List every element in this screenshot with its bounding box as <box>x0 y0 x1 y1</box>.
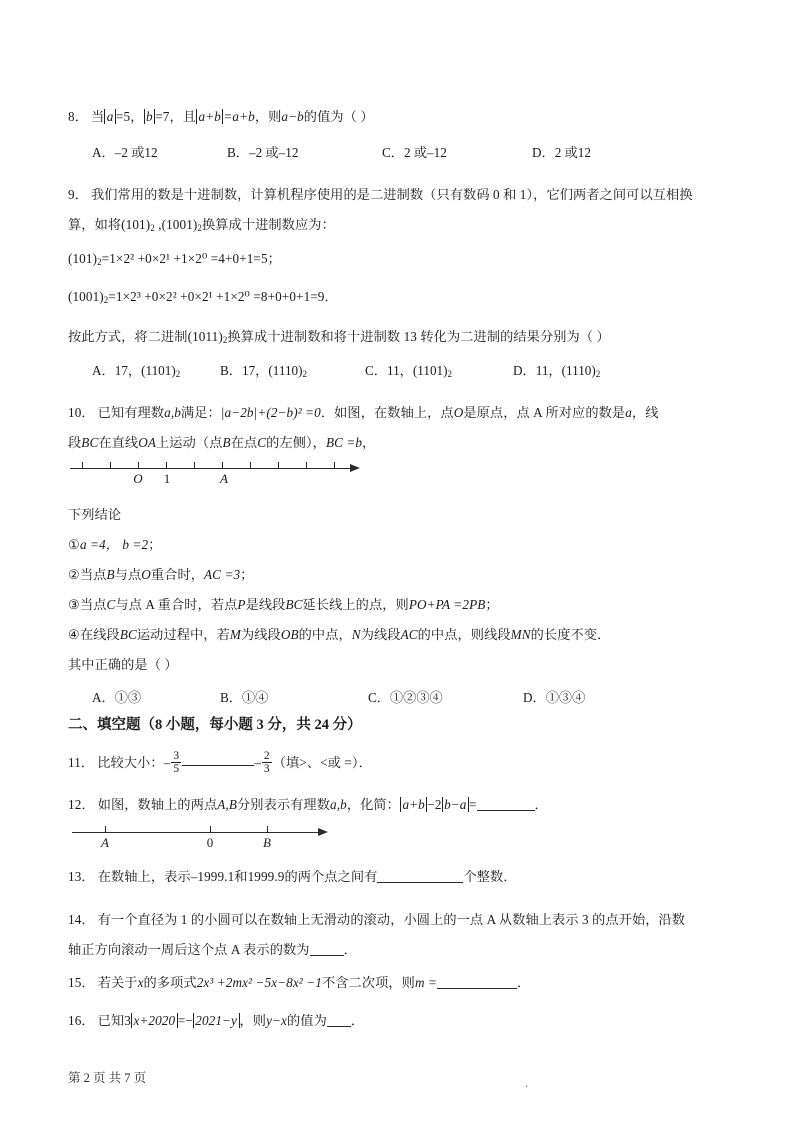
question-9-options <box>92 360 600 379</box>
q10-option-d-label: D． <box>523 690 546 705</box>
q10-c3-bc: BC <box>285 597 303 612</box>
q11-frac1-denominator: 5 <box>173 763 180 776</box>
question-13 <box>68 862 517 892</box>
q12-expr-mid: −2 <box>427 797 442 812</box>
q10-c3-mid3: 延长线上的点，则 <box>302 597 409 612</box>
q10-l1-end: ，线 <box>631 405 659 420</box>
q12-axis-label-0: 0 <box>206 835 214 850</box>
q9-line3-pre: 按此方式，将二进制 <box>68 329 188 344</box>
q10-option-b-label: B． <box>220 690 242 705</box>
q10-axis-label-A: A <box>220 471 228 486</box>
q10-bc-equals-b: BC =b <box>325 435 363 450</box>
q10-tick <box>306 462 307 468</box>
question-10-number: 10． <box>68 405 95 420</box>
q9-eq2-lhs: (1001) <box>68 289 104 304</box>
q9-n1-sub: 2 <box>150 223 155 234</box>
question-10-conclusion-4 <box>68 620 610 650</box>
q10-c3-pre: 当点 <box>79 597 107 612</box>
q9-option-d[interactable] <box>513 360 600 379</box>
question-10-stem-line-1 <box>68 398 658 428</box>
q9-option-b-dec: 17， <box>241 363 269 378</box>
q10-tick <box>194 462 195 468</box>
q9-eq1-body: =1×2² +0×2¹ +1×2⁰ =4+0+1=5 <box>101 251 268 266</box>
question-8-options <box>92 142 591 161</box>
q9-option-c-label: C． <box>365 363 387 378</box>
question-16-number: 16． <box>68 1013 95 1028</box>
page-footer: 第 2 页 共 7 页 <box>68 1071 147 1085</box>
q11-post: （填>、<或 =）． <box>272 755 372 770</box>
q11-minus-2: – <box>254 755 261 770</box>
q10-option-b-value: ①④ <box>241 690 269 705</box>
q10-option-a[interactable] <box>92 687 220 706</box>
q15-answer-blank[interactable] <box>437 988 517 989</box>
q9-option-c[interactable] <box>365 360 513 379</box>
q16-abs-x-plus-2020: x+2020 <box>131 1013 178 1028</box>
q13-answer-blank[interactable] <box>377 882 463 883</box>
q15-tail: ． <box>517 975 531 990</box>
q10-c4-mn: MN <box>510 627 531 642</box>
q8-comma-2: ，且 <box>169 109 197 124</box>
q12-mid-2: ，化简： <box>346 797 400 812</box>
q8-eq5: =5 <box>115 109 131 124</box>
q9-option-b[interactable] <box>220 360 365 379</box>
question-9-equation-2 <box>68 282 338 312</box>
q12-axis-label-A: A <box>101 835 109 850</box>
q15-m-equals: m = <box>414 975 437 990</box>
q16-abs-2021-minus-y: 2021−y <box>193 1013 240 1028</box>
question-9-stem-line-1 <box>68 180 693 210</box>
q11-fraction-2 <box>262 750 272 776</box>
q8-comma-3: ，则 <box>254 109 282 124</box>
q10-l2-mid: 在直线 <box>98 435 139 450</box>
q10-tick <box>334 462 335 468</box>
question-16 <box>68 1006 364 1036</box>
q10-c2-pre: 当点 <box>79 567 107 582</box>
q10-tick <box>110 462 111 468</box>
q13-mid: 的两个点之间有 <box>284 869 378 884</box>
q8-tail: 的值为（ ） <box>303 109 374 124</box>
question-15 <box>68 968 530 998</box>
q11-frac1-numerator: 3 <box>173 750 180 763</box>
question-12-stem <box>68 790 548 820</box>
q8-option-d-label: D． <box>532 145 555 160</box>
q10-tick <box>138 462 139 468</box>
q10-c4-ac: AC <box>400 627 418 642</box>
q16-mid: ，则 <box>239 1013 267 1028</box>
q12-mid: 分别表示有理数 <box>237 797 331 812</box>
q10-c4-mid4: 为线段 <box>360 627 401 642</box>
q16-y-minus-x: y−x <box>266 1013 287 1028</box>
q10-l2-mid4: 的左侧）， <box>266 435 326 450</box>
q12-abs-b-minus-a: b−a <box>442 797 469 812</box>
q10-axis-line <box>70 468 352 469</box>
q10-l1-pre: 已知有理数 <box>97 405 165 420</box>
q10-axis-label-1: 1 <box>163 471 171 486</box>
q10-c2-mid2: 重合时， <box>150 567 205 582</box>
question-9-stem-line-2 <box>68 210 335 240</box>
q9-option-a-dec: 17， <box>114 363 142 378</box>
q11-fraction-1 <box>171 750 181 776</box>
question-10-options <box>92 687 585 706</box>
q12-values-ab: a,b <box>330 797 347 812</box>
question-10-conclusion-1 <box>68 530 162 560</box>
q8-eq-ab: =a+b <box>223 109 255 124</box>
q12-axis-label-B: B <box>263 835 271 850</box>
q10-l2-pre: 段 <box>68 435 82 450</box>
q16-answer-blank[interactable] <box>327 1026 351 1027</box>
q9-sep: , <box>154 217 162 232</box>
question-11-number: 11． <box>68 755 95 770</box>
q10-option-d[interactable] <box>523 687 585 706</box>
question-8-stem <box>68 102 374 132</box>
q9-eq2-tail: ． <box>324 289 338 304</box>
q10-c2-tail: ； <box>240 567 254 582</box>
q10-c4-mid3: 的中点， <box>298 627 352 642</box>
q11-frac2-numerator: 2 <box>263 750 270 763</box>
q8-option-b-label: B． <box>227 145 249 160</box>
q10-c3-mid2: 是线段 <box>245 597 286 612</box>
q12-answer-blank[interactable] <box>477 810 535 811</box>
q14-line2-tail: ． <box>343 942 357 957</box>
question-10-stem-line-2 <box>68 428 375 458</box>
q9-n2: (1001) <box>161 217 198 232</box>
q11-answer-blank[interactable] <box>182 765 254 766</box>
q15-variable-x: x <box>137 975 144 990</box>
q10-c2-b: B <box>106 567 115 582</box>
q12-end: ． <box>534 797 548 812</box>
q16-equals-neg: =− <box>177 1013 193 1028</box>
q10-l1-expr: |a−2b|+(2−b)² =0 <box>220 405 321 420</box>
q10-tick <box>250 462 251 468</box>
q16-mid-2: 的值为 <box>287 1013 327 1028</box>
q10-c2-mid: 与点 <box>114 567 142 582</box>
q11-minus-1: – <box>163 755 171 770</box>
q10-c3-p: P <box>237 597 246 612</box>
q10-option-a-label: A． <box>92 690 115 705</box>
q9-eq2-lhs-sub: 2 <box>103 295 109 306</box>
q10-point-b: B <box>222 435 231 450</box>
q15-mid: 的多项式 <box>143 975 197 990</box>
q12-tick-a <box>105 826 106 832</box>
q9-n1: (101) <box>121 217 151 232</box>
circled-2-icon: ② <box>68 567 80 582</box>
q10-c1-expr: a =4， b =2 <box>79 537 149 552</box>
question-14-line-2 <box>68 935 357 965</box>
q10-axis-arrowhead <box>350 464 360 472</box>
q8-option-d[interactable] <box>532 142 591 161</box>
q9-option-a-sub: 2 <box>175 369 181 380</box>
q9-line3-n-sub: 2 <box>222 335 228 346</box>
q10-ab: a,b <box>164 405 181 420</box>
q10-option-c-value: ①②③④ <box>389 690 443 705</box>
q8-comma-1: ， <box>130 109 144 124</box>
question-12-number: 12． <box>68 797 95 812</box>
q8-abs-b: b <box>144 109 156 124</box>
q10-c4-mid2: 为线段 <box>240 627 281 642</box>
q10-c4-bc: BC <box>119 627 137 642</box>
q10-c3-expr: PO+PA =2PB <box>408 597 486 612</box>
q13-pre: 在数轴上，表示 <box>97 869 191 884</box>
q10-option-d-value: ①③④ <box>545 690 586 705</box>
circled-4-icon: ④ <box>68 627 80 642</box>
q15-pre: 若关于 <box>97 975 138 990</box>
q10-c4-m: M <box>229 627 241 642</box>
question-11 <box>68 748 372 778</box>
q8-option-a-label: A． <box>92 145 115 160</box>
q15-polynomial: 2x³ +2mx² −5x−8x² −1 <box>196 975 322 990</box>
q9-n2-sub: 2 <box>197 223 202 234</box>
question-9-equation-1 <box>68 244 281 274</box>
q9-line2-post: 换算成十进制数应为： <box>201 217 335 232</box>
q11-pre: 比较大小： <box>97 755 164 770</box>
q12-axis-line <box>72 832 320 833</box>
question-9-stem-line-3 <box>68 322 610 352</box>
q11-frac2-denominator: 3 <box>263 763 270 776</box>
q10-c1-tail: ； <box>148 537 162 552</box>
q10-c3-c: C <box>106 597 116 612</box>
q8-option-a[interactable] <box>92 142 227 161</box>
q10-c4-ob: OB <box>280 627 299 642</box>
q9-option-b-sub: 2 <box>302 369 308 380</box>
question-9-number: 9． <box>68 187 88 202</box>
q12-abs-a-plus-b: a+b <box>400 797 427 812</box>
q8-text-1: 当 <box>90 109 105 124</box>
question-15-number: 15． <box>68 975 95 990</box>
q8-option-c[interactable] <box>382 142 532 161</box>
q10-option-a-value: ①③ <box>114 690 142 705</box>
q10-l2-mid2: 上运动（点 <box>156 435 223 450</box>
q10-c4-end: 的长度不变． <box>530 627 611 642</box>
q14-line-1: 有一个直径为 1 的小圆可以在数轴上无滑动的滚动，小圆上的一点 A 从数轴上表示 3 的点开始，沿数 <box>97 912 686 927</box>
q9-option-a-label: A． <box>92 363 115 378</box>
q10-option-c[interactable] <box>368 687 523 706</box>
q10-l2-mid3: 在点 <box>230 435 258 450</box>
question-14-number: 14． <box>68 912 95 927</box>
q9-line3-n: (1011) <box>187 329 223 344</box>
q10-c2-o: O <box>141 567 151 582</box>
question-10-conclusion-2 <box>68 560 253 590</box>
q9-option-d-sub: 2 <box>595 369 601 380</box>
q8-option-c-value: 2 或–12 <box>403 145 447 160</box>
q8-option-a-value: –2 或12 <box>114 145 158 160</box>
q10-c2-ac: AC =3 <box>204 567 241 582</box>
q13-tail: 个整数． <box>463 869 517 884</box>
q10-option-c-label: C． <box>368 690 390 705</box>
footer-dot: . <box>525 1076 528 1090</box>
question-10-conclusion-3 <box>68 590 499 620</box>
section-2-heading: 二、填空题（8 小题，每小题 3 分，共 24 分） <box>68 717 362 733</box>
q8-option-b[interactable] <box>227 142 382 161</box>
q10-seg-bc: BC <box>81 435 99 450</box>
q9-line-1: 我们常用的数是十进制数，计算机程序使用的是二进制数（只有数码 0 和 1），它们两者之间可以互相换 <box>90 187 693 202</box>
q12-tick-zero <box>210 826 211 832</box>
q10-c3-mid: 与点 A 重合时，若点 <box>115 597 238 612</box>
q10-line-oa: OA <box>138 435 157 450</box>
q9-option-c-sub: 2 <box>447 369 453 380</box>
question-8-number: 8． <box>68 109 88 124</box>
q13-value-2: 1999.9 <box>247 869 285 884</box>
q10-tick <box>278 462 279 468</box>
q10-l1-post2: 是原点，点 A 所对应的数是 <box>463 405 626 420</box>
q9-option-a[interactable] <box>92 360 220 379</box>
question-13-number: 13． <box>68 869 95 884</box>
q9-eq1-lhs-sub: 2 <box>97 257 102 268</box>
q8-abs-ab: a+b <box>196 109 223 124</box>
q12-points-ab: A,B <box>217 797 237 812</box>
q10-c4-pre: 在线段 <box>79 627 120 642</box>
q9-option-c-bin: (1101) <box>412 363 448 378</box>
q9-option-c-dec: 11， <box>386 363 413 378</box>
q9-option-b-label: B． <box>220 363 242 378</box>
q16-tail: ． <box>350 1013 365 1028</box>
q8-a-minus-b: a−b <box>281 109 304 124</box>
q9-option-a-bin: (1101) <box>141 363 176 378</box>
q10-axis-label-O: O <box>133 471 143 486</box>
q10-l2-end: ， <box>362 435 376 450</box>
q9-line2-pre: 算，如将 <box>68 217 122 232</box>
circled-1-icon: ① <box>68 537 80 552</box>
q10-option-b[interactable] <box>220 687 368 706</box>
q8-option-b-value: –2 或–12 <box>248 145 299 160</box>
q16-coefficient: 3 <box>124 1013 131 1028</box>
q9-line3-post: 换算成十进制数和将十进制数 13 转化为二进制的结果分别为（ ） <box>227 329 610 344</box>
q14-answer-blank[interactable] <box>310 955 344 956</box>
q15-mid-2: 不含二次项，则 <box>321 975 415 990</box>
q9-option-d-label: D． <box>513 363 536 378</box>
question-10-conclusion-lead: 下列结论 <box>68 507 122 522</box>
q9-eq1-lhs: (101) <box>68 251 98 266</box>
q10-point-c: C <box>257 435 267 450</box>
circled-3-icon: ③ <box>68 597 80 612</box>
q16-pre: 已知 <box>97 1013 125 1028</box>
q14-line2-pre: 轴正方向滚动一周后这个点 A 表示的数为 <box>68 942 310 957</box>
q9-eq1-tail: ； <box>267 251 281 266</box>
q10-tick <box>222 462 223 468</box>
q8-eq7: =7 <box>155 109 170 124</box>
q9-option-d-dec: 11， <box>535 363 562 378</box>
q10-l1-mid: 满足： <box>180 405 221 420</box>
q13-and: 和 <box>234 869 248 884</box>
q13-value-1: –1999.1 <box>190 869 235 884</box>
question-10-ask: 其中正确的是（ ） <box>68 657 178 672</box>
question-14-line-1 <box>68 905 685 935</box>
q8-option-d-value: 2 或12 <box>554 145 591 160</box>
q10-l1-post: ．如图，在数轴上，点 <box>320 405 454 420</box>
q12-equals: = <box>468 797 477 812</box>
q10-point-o: O <box>453 405 464 420</box>
q12-axis-arrowhead <box>318 828 328 836</box>
q8-abs-a: a <box>104 109 116 124</box>
q10-c4-n: N <box>351 627 361 642</box>
q8-option-c-label: C． <box>382 145 404 160</box>
q9-option-b-bin: (1110) <box>268 363 303 378</box>
q9-eq2-body: =1×2³ +0×2² +0×2¹ +1×2⁰ =8+0+0+1=9 <box>108 289 325 304</box>
q10-c4-mid5: 的中点，则线段 <box>417 627 511 642</box>
q10-value-a: a <box>625 405 632 420</box>
q10-tick <box>166 462 167 468</box>
q10-c4-mid: 运动过程中，若 <box>136 627 230 642</box>
q10-c3-tail: ； <box>485 597 499 612</box>
q10-tick <box>82 462 83 468</box>
q9-option-d-bin: (1110) <box>561 363 596 378</box>
q12-tick-b <box>267 826 268 832</box>
q12-pre: 如图，数轴上的两点 <box>97 797 218 812</box>
